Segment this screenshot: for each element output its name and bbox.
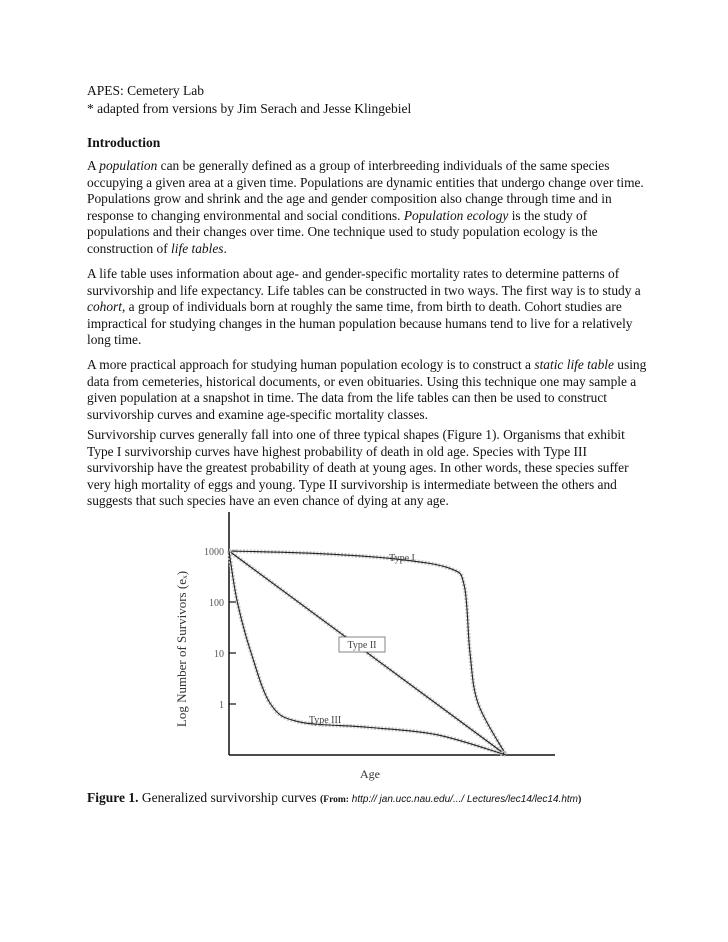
term-population-ecology: Population ecology [403,207,509,223]
caption-paren-open: ( [319,794,324,805]
text-span: . [223,240,227,256]
series-label-type-ii: Type II [347,640,377,651]
y-tick-label: 1 [219,700,224,711]
text-span: using data from cemeteries, historical documents, or even obituaries. Using this technique one may sample a given population at a snapshot in time. The data from the life tables can then be used to construct survivorship curves and examine age-specific mortality classes. [87,357,647,422]
term-static-life-table: static life table [534,357,614,372]
text-span: , a group of individuals born at roughly the same time, from birth to death. Cohort studies are impractical for studying changes in the human population because humans tend to live for a relatively long time. [87,299,633,348]
survivorship-figure [170,512,570,787]
y-axis-label: Log Number of Survivors (eₓ) [174,570,189,728]
paragraph-life-table [87,266,647,349]
caption-label: Figure 1. [87,790,139,805]
section-heading-introduction: Introduction [87,135,161,150]
series-label-type-iii: Type III [308,715,342,726]
term-cohort: cohort [87,299,122,315]
text-span: A more practical approach for studying human population ecology is to construct a [87,357,535,372]
figure-caption [87,790,581,806]
document-header [87,82,411,118]
text-span: A [87,158,100,173]
y-tick-label: 10 [214,649,224,660]
paragraph-static-life-table [87,357,647,423]
caption-text: Generalized survivorship curves [138,790,320,805]
series-label-type-i: Type I [389,553,415,564]
document-credit: * adapted from versions by Jim Serach and Jesse Klingebiel [87,101,412,116]
y-tick-label: 100 [209,598,224,609]
text-span: A life table uses information about age- and gender-specific mortality rates to determine patterns of survivorship and life expectancy. Life tables can be constructed in two ways. The first way is to study a [87,266,641,298]
term-life-tables: life tables [171,240,224,256]
caption-source-url: http:// jan.ucc.nau.edu/.../ Lectures/lec14/lec14.htm [348,794,579,805]
caption-paren-close: ) [578,794,582,805]
text-span: is the study of populations and their changes over time. One technique used to study population ecology is the construction of [87,207,598,256]
y-tick-label: 1000 [204,547,224,558]
document-title: APES: Cemetery Lab [87,83,204,98]
caption-source-from: From: [323,795,349,805]
survivorship-chart [170,512,570,787]
paragraph-population [87,158,647,258]
term-population: population [99,158,158,173]
paragraph-survivorship-curves: Survivorship curves generally fall into one of three typical shapes (Figure 1). Organisms that exhibit Type I survivorship curves have highest probability of death in old age. Species with Type III survivorship have the greatest probability of death at young ages. In other words, these species suffer very high mortality of eggs and young. Type II survivorship is intermediate between the others and suggests that such species have an even chance of dying at any age. [87,427,629,509]
x-axis-label: Age [360,767,380,781]
text-span: can be generally defined as a group of interbreeding individuals of the same species occupying a given area at a given time. Populations are dynamic entities that undergo change over time. Populations grow and shrink and the age and gender composition also change through time and in response to changing environmental and social conditions. [87,158,644,223]
